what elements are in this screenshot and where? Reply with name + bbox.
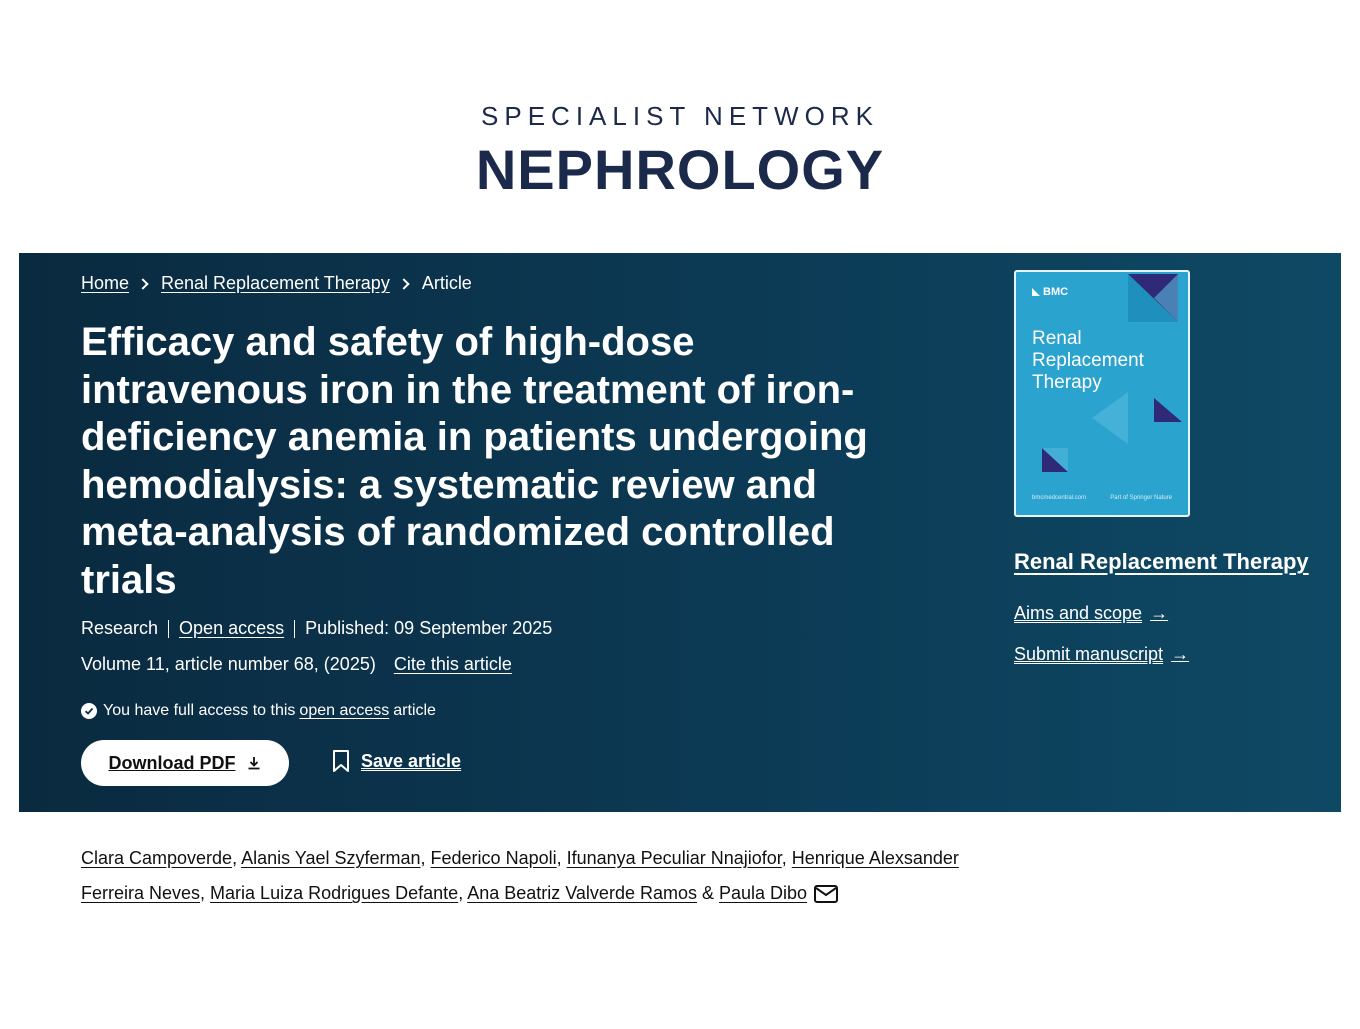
article-hero (19, 253, 1341, 812)
cover-brand (1032, 286, 1068, 298)
arrow-right-icon: → (1150, 603, 1169, 623)
article-meta (81, 618, 552, 639)
download-label: Download PDF (108, 752, 236, 773)
article-type: Research (81, 618, 159, 638)
network-kicker: SPECIALIST NETWORK (481, 101, 879, 131)
access-suffix: article (393, 702, 436, 719)
aims-label: Aims and scope (1014, 603, 1143, 623)
submit-label: Submit manuscript (1014, 644, 1164, 664)
article-citation (81, 654, 512, 675)
bookmark-icon (331, 749, 351, 773)
check-circle-icon (81, 703, 97, 719)
chevron-right-icon (137, 278, 148, 289)
breadcrumb-journal[interactable]: Renal Replacement Therapy (161, 273, 390, 293)
breadcrumb-current: Article (421, 273, 472, 293)
access-notice (81, 702, 436, 720)
author-link[interactable]: Ifunanya Peculiar Nnajiofor (566, 848, 782, 868)
journal-name-link[interactable]: Renal Replacement Therapy (1014, 549, 1309, 574)
journal-cover[interactable] (1014, 270, 1190, 517)
breadcrumb (81, 273, 472, 294)
divider (168, 620, 169, 638)
save-label: Save article (361, 750, 462, 771)
article-title: Efficacy and safety of high-dose intravenous iron in the treatment of iron-deficiency anemia in patients undergoing hemodialysis: a systematic review and meta-analysis of randomized controlled trials (81, 320, 868, 602)
cover-art (1016, 272, 1190, 517)
mail-icon[interactable] (813, 883, 839, 905)
network-header (0, 0, 1360, 253)
published-date: Published: 09 September 2025 (305, 618, 553, 638)
download-icon (246, 755, 262, 771)
author-link[interactable]: Federico Napoli (430, 848, 557, 868)
chevron-right-icon (398, 278, 409, 289)
cover-footer (1032, 495, 1172, 501)
cover-foot-left: bmcmedcentral.com (1032, 495, 1087, 501)
access-prefix: You have full access to this (103, 702, 296, 719)
author-link[interactable]: Alanis Yael Szyferman (241, 848, 421, 868)
author-link[interactable]: Ana Beatriz Valverde Ramos (467, 883, 697, 903)
arrow-right-icon: → (1171, 644, 1190, 664)
cover-foot-right: Part of Springer Nature (1110, 495, 1172, 501)
author-link[interactable]: Paula Dibo (719, 883, 808, 903)
author-link[interactable]: Maria Luiza Rodrigues Defante (210, 883, 459, 903)
volume-info: Volume 11, article number 68, (2025) (81, 654, 376, 674)
author-link[interactable]: Henrique Alexsander Ferreira Neves (81, 848, 959, 903)
submit-manuscript-link[interactable] (1014, 644, 1189, 665)
aims-scope-link[interactable] (1014, 603, 1168, 624)
access-open-access-link[interactable]: open access (299, 702, 390, 719)
author-list: Clara Campoverde, Alanis Yael Szyferman, Federico Napoli, Ifunanya Peculiar Nnajiofor, Henrique Alexsander Ferreira Neves, Maria Luiza Rodrigues Defante, Ana Beatriz Valverde Ramos & Paula Dibo (81, 841, 961, 911)
divider (294, 620, 295, 638)
bmc-logo-icon (1032, 288, 1040, 296)
network-title[interactable]: NEPHROLOGY (475, 138, 885, 201)
save-article-button[interactable] (331, 749, 461, 773)
cover-brand-text: BMC (1043, 286, 1069, 298)
open-access-link[interactable]: Open access (179, 618, 285, 638)
cover-title: Renal Replacement Therapy (1032, 328, 1144, 393)
author-link[interactable]: Clara Campoverde (81, 848, 233, 868)
cite-link[interactable]: Cite this article (393, 654, 512, 674)
download-pdf-button[interactable] (81, 740, 289, 786)
breadcrumb-home[interactable]: Home (81, 273, 130, 293)
